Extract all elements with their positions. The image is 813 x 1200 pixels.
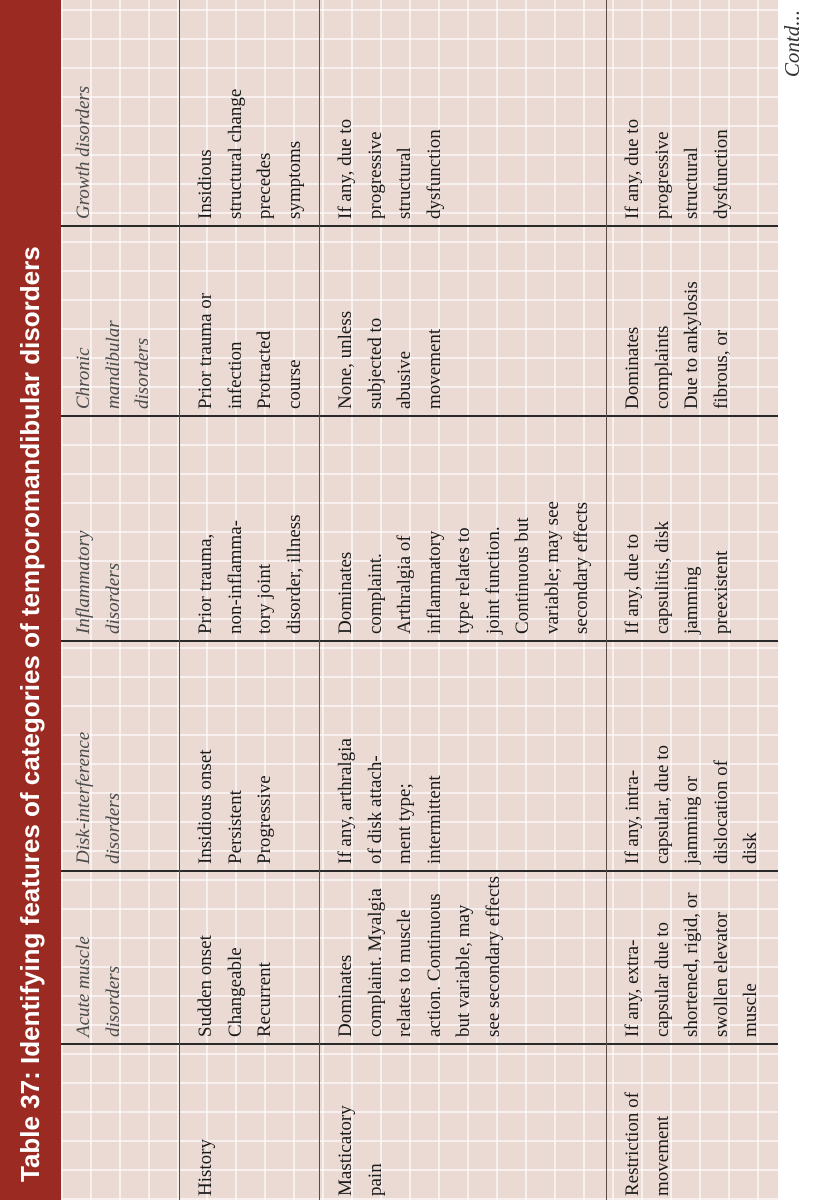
table-cell — [331, 119, 449, 219]
row-divider — [319, 0, 320, 1200]
table — [61, 0, 778, 1200]
row-header — [331, 1105, 390, 1196]
table-cell-line: subjected to — [364, 317, 386, 409]
table-cell-line: infection — [224, 341, 246, 409]
column-divider — [61, 870, 778, 872]
table-cell — [191, 935, 280, 1037]
table-cell — [618, 119, 736, 219]
table-cell-line: capsulitis, disk — [651, 521, 673, 634]
table-cell-line: Persistent — [224, 790, 246, 864]
table-cell-line: Recurrent — [254, 962, 275, 1037]
column-header — [69, 531, 128, 634]
row-header-line: History — [195, 1139, 216, 1196]
table-cell-line: structural change — [224, 88, 246, 219]
table-cell-line: If any, intra- — [622, 769, 643, 864]
table-cell-line: type relates to — [453, 527, 474, 634]
table-cell-line: Dominates — [622, 326, 643, 409]
table-cell-line: relates to muscle — [394, 909, 415, 1037]
table-cell-line: Protracted — [254, 330, 275, 409]
table-cell-line: disk — [740, 832, 761, 864]
table-cell-line: joint function. — [482, 526, 504, 634]
table-cell-line: inflammatory — [423, 530, 445, 634]
row-header-line: Restriction of — [622, 1092, 643, 1196]
table-cell-line: jamming — [681, 566, 702, 634]
table-cell-line: structural — [394, 147, 415, 219]
table-cell-line: precedes — [254, 152, 275, 219]
row-divider — [606, 0, 607, 1200]
continued-label: Contd... — [780, 10, 804, 78]
table-cell-line: progressive — [651, 131, 673, 219]
table-cell-line: Dominates — [335, 954, 356, 1037]
table-cell — [331, 311, 449, 409]
column-divider — [61, 225, 778, 227]
column-header — [69, 86, 99, 219]
table-cell-line: Continuous but — [512, 517, 533, 634]
column-header-line: disorders — [102, 965, 124, 1037]
column-header-line: Disk-interference — [73, 731, 94, 864]
table-cell — [618, 892, 766, 1037]
table-cell — [618, 745, 766, 864]
table-cell-line: capsular, due to — [651, 744, 673, 864]
table-cell-line: muscle — [740, 983, 761, 1037]
table-cell-line: ment type; — [394, 783, 415, 864]
table-cell-line: disorder, illness — [283, 514, 305, 634]
column-header-line: Inflammatory — [73, 530, 94, 634]
table-cell-line: complaint. Myalgia — [364, 888, 386, 1037]
table-cell-line: of disk attach- — [364, 755, 386, 864]
table-cell — [191, 293, 309, 409]
column-header — [69, 732, 128, 864]
table-cell-line: None, unless — [335, 310, 356, 409]
table-cell-line: dislocation of — [710, 760, 732, 864]
table-cell-line: fibrous, or — [710, 329, 732, 409]
table-cell-line: Prior trauma, — [195, 533, 216, 634]
table-cell — [331, 738, 449, 864]
table-cell-line: movement — [423, 328, 445, 409]
table-cell-line: jamming or — [681, 775, 702, 864]
table-cell — [618, 521, 736, 634]
table-cell-line: If any, due to — [335, 118, 356, 219]
table-cell — [191, 89, 309, 219]
table-cell-line: Progressive — [254, 775, 275, 864]
column-divider — [61, 640, 778, 642]
table-cell-line: but variable, may — [453, 904, 474, 1037]
table-cell-line: variable; may see — [541, 501, 563, 634]
table-cell-line: course — [283, 359, 305, 409]
table-cell-line: dysfunction — [710, 129, 732, 219]
table-cell-line: intermittent — [423, 775, 445, 864]
column-header — [69, 936, 128, 1037]
column-header-line: disorders — [132, 337, 153, 409]
table-cell-line: symptoms — [283, 140, 305, 219]
table-cell-line: Insidious — [195, 149, 216, 219]
column-header-line: Growth disorders — [73, 85, 94, 219]
column-header-line: mandibular — [102, 320, 124, 409]
table-cell-line: If any, arthralgia — [335, 738, 356, 864]
table-cell-line: progressive — [364, 131, 386, 219]
row-divider — [179, 0, 180, 1200]
table-cell — [331, 876, 508, 1037]
table-cell-line: complaint. — [364, 553, 386, 634]
table-cell-line: Changeable — [224, 947, 246, 1037]
table-cell-line: complaints — [651, 325, 673, 409]
table-cell-line: Due to ankylosis — [681, 281, 702, 409]
table-cell-line: abusive — [394, 350, 415, 409]
table-cell-line: Arthralgia of — [394, 535, 415, 634]
table-cell-line: Insidious onset — [195, 749, 216, 864]
table-cell-line: swollen elevator — [710, 911, 732, 1037]
table-cell-line: If any, due to — [622, 533, 643, 634]
table-cell-line: action. Continuous — [423, 893, 445, 1037]
row-header — [191, 1139, 221, 1196]
column-header-line: disorders — [102, 792, 124, 864]
column-header-line: Chronic — [73, 347, 94, 409]
column-divider — [61, 1043, 778, 1045]
table-cell-line: see secondary effects — [482, 875, 504, 1037]
table-cell-line: Prior trauma or — [195, 292, 216, 409]
table-cell-line: structural — [681, 147, 702, 219]
row-header-line: pain — [364, 1163, 386, 1196]
row-header-line: movement — [651, 1115, 673, 1196]
table-cell-line: Sudden onset — [195, 935, 216, 1037]
table-cell-line: If any, due to — [622, 118, 643, 219]
table-cell — [618, 281, 736, 409]
table-cell — [191, 749, 280, 864]
table-cell-line: shortened, rigid, or — [681, 892, 702, 1037]
table-cell — [191, 514, 309, 634]
table-cell-line: secondary effects — [571, 501, 592, 634]
table-cell-line: capsular due to — [651, 921, 673, 1037]
table-title: Table 37: Identifying features of categories of temporomandibular disorders — [0, 0, 61, 1200]
table-cell-line: If any, extra- — [622, 939, 643, 1037]
column-header-line: disorders — [102, 562, 124, 634]
table-cell-line: dysfunction — [423, 129, 445, 219]
row-header — [618, 1092, 677, 1196]
column-header — [69, 320, 158, 409]
table-cell-line: preexistent — [710, 550, 732, 634]
table-cell-line: non-inflamma- — [224, 520, 246, 634]
column-divider — [61, 415, 778, 417]
table-cell — [331, 501, 597, 634]
column-header-line: Acute muscle — [73, 936, 94, 1037]
table-cell-line: Dominates — [335, 551, 356, 634]
table-cell-line: tory joint — [254, 563, 275, 634]
row-header-line: Masticatory — [335, 1105, 356, 1196]
